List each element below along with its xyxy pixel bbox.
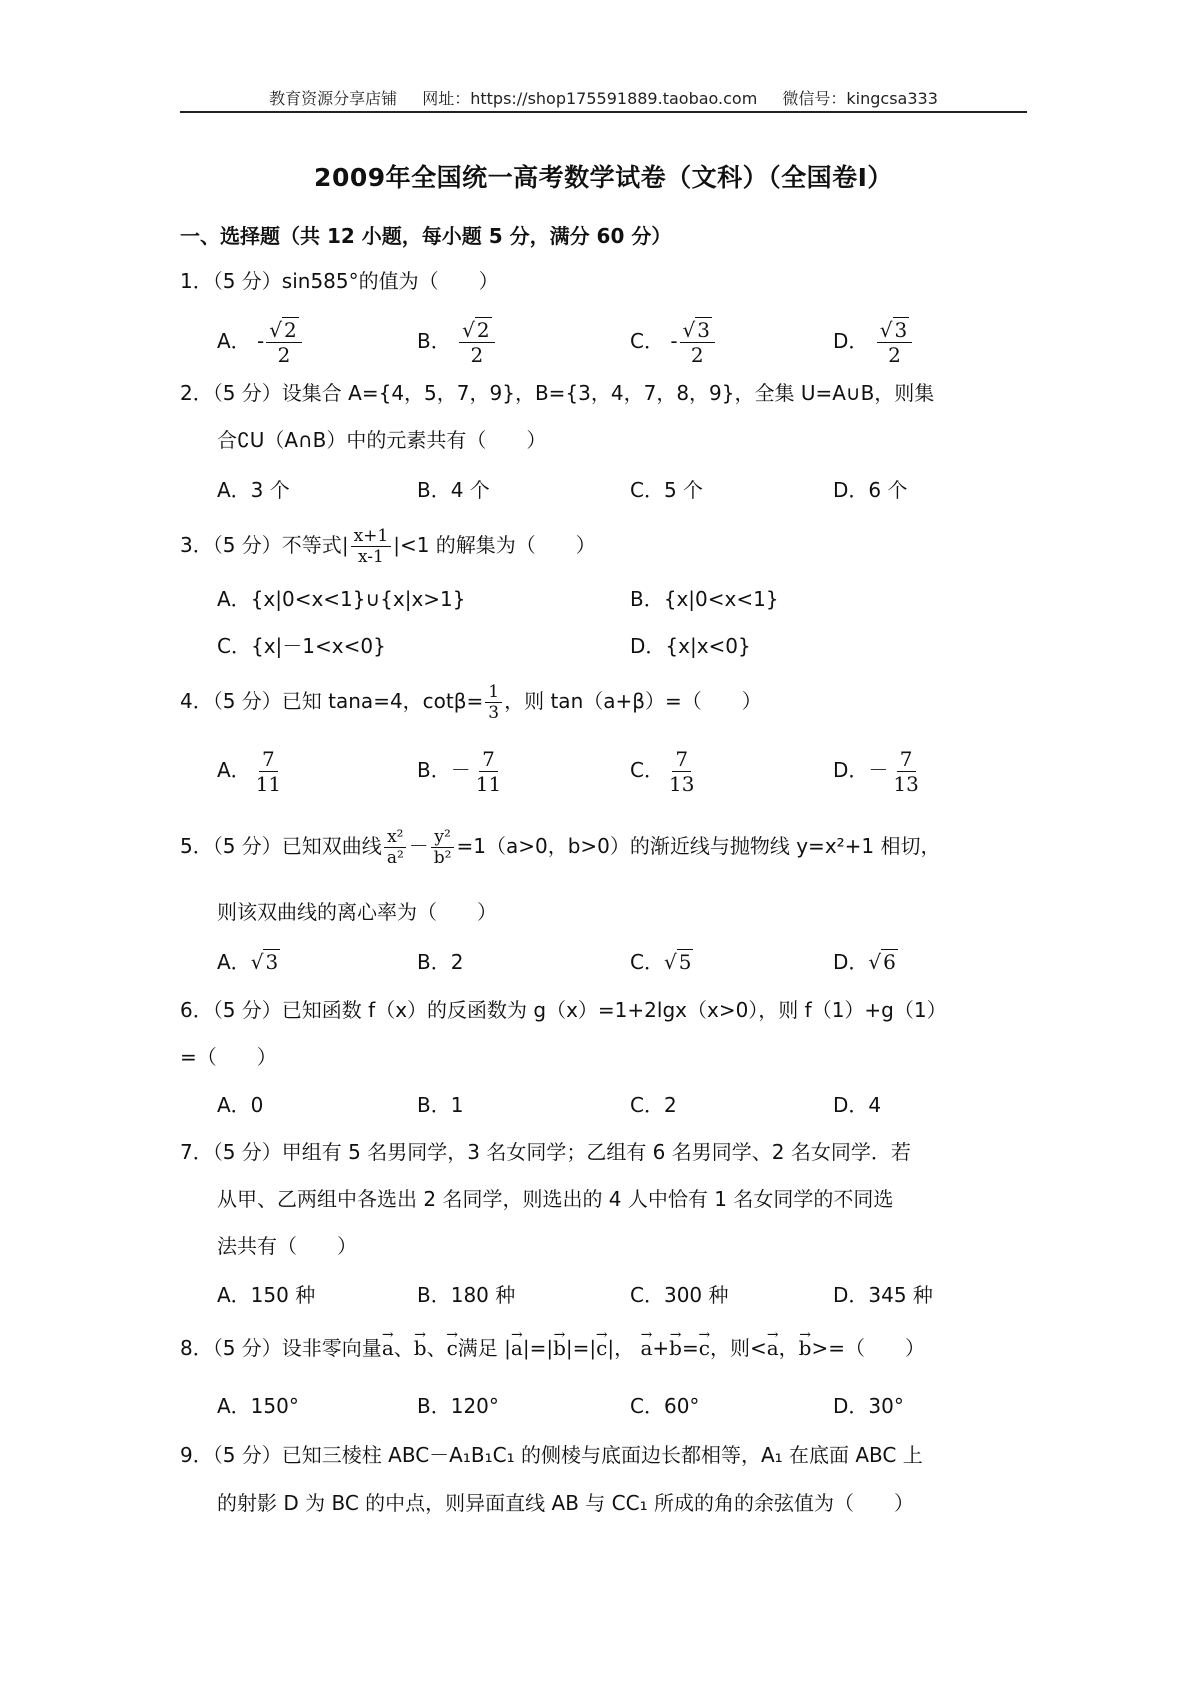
q1-option-a: A． - $\frac{√ 2}{2}$ bbox=[217, 318, 304, 367]
question-7-stem-line1: 7．（5 分）甲组有 5 名男同学，3 名女同学；乙组有 6 名男同学、2 名女同学．若 bbox=[180, 1140, 911, 1164]
q3-option-d: D．{x|x<0} bbox=[630, 634, 751, 658]
q7-option-d: D．345 种 bbox=[833, 1283, 933, 1307]
q3-option-a: A．{x|0<x<1}∪{x|x>1} bbox=[217, 587, 466, 611]
question-2-stem-line1: 2．（5 分）设集合 A={4，5，7，9}，B={3，4，7，8，9}，全集 U=A∪B，则集 bbox=[180, 381, 935, 405]
q2-option-b: B．4 个 bbox=[417, 478, 490, 502]
q4-option-c: C． $\frac{7}{13}$ bbox=[630, 747, 695, 796]
question-5-stem-line2: 则该双曲线的离心率为（ ） bbox=[217, 900, 497, 924]
q4-option-d: D．－ $\frac{7}{13}$ bbox=[833, 747, 919, 796]
question-7-stem-line3: 法共有（ ） bbox=[217, 1234, 357, 1258]
question-6-stem-line2: =（ ） bbox=[180, 1045, 277, 1069]
q7-option-c: C．300 种 bbox=[630, 1283, 729, 1307]
question-8-stem: 8．（5 分）设非零向量→ a、→ b、→ c满足 |→ a|=|→ b|=|→ c|， → a+→ b=→ c，则<→ a，→ b>=（ ） bbox=[180, 1335, 925, 1361]
q6-option-b: B．1 bbox=[417, 1093, 464, 1117]
section-heading: 一、选择题（共 12 小题，每小题 5 分，满分 60 分） bbox=[180, 224, 672, 248]
q2-option-a: A．3 个 bbox=[217, 478, 290, 502]
question-2-stem-line2: 合∁U（A∩B）中的元素共有（ ） bbox=[217, 428, 547, 452]
exam-title: 2009年全国统一高考数学试卷（文科）（全国卷Ⅰ） bbox=[314, 163, 893, 192]
q1-option-b: B． $\frac{√ 2}{2}$ bbox=[417, 318, 497, 367]
q8-option-b: B．120° bbox=[417, 1394, 499, 1418]
q7-option-b: B．180 种 bbox=[417, 1283, 516, 1307]
question-9-stem-line1: 9．（5 分）已知三棱柱 ABC－A₁B₁C₁ 的侧棱与底面边长都相等，A₁ 在底面 ABC 上 bbox=[180, 1443, 923, 1467]
q6-option-c: C．2 bbox=[630, 1093, 677, 1117]
q2-option-c: C．5 个 bbox=[630, 478, 704, 502]
question-6-stem-line1: 6．（5 分）已知函数 f（x）的反函数为 g（x）=1+2lgx（x>0），则 f（1）+g（1） bbox=[180, 998, 947, 1022]
question-4-stem: 4．（5 分）已知 tana=4，cotβ= $\frac{1}{3}$ ，则 tan（a+β）=（ ） bbox=[180, 682, 762, 723]
q7-option-a: A．150 种 bbox=[217, 1283, 316, 1307]
question-9-stem-line2: 的射影 D 为 BC 的中点，则异面直线 AB 与 CC₁ 所成的角的余弦值为（ ） bbox=[217, 1491, 914, 1515]
q8-option-a: A．150° bbox=[217, 1394, 299, 1418]
q5-option-d: D．√ 6 bbox=[833, 950, 896, 974]
page-header bbox=[180, 86, 1027, 109]
q8-option-c: C．60° bbox=[630, 1394, 700, 1418]
q3-option-c: C．{x|－1<x<0} bbox=[217, 634, 386, 658]
q8-option-d: D．30° bbox=[833, 1394, 904, 1418]
shop-name: 教育资源分享店铺 bbox=[269, 89, 398, 108]
q3-option-b: B．{x|0<x<1} bbox=[630, 587, 779, 611]
q5-option-c: C．√ 5 bbox=[630, 950, 692, 974]
question-1-stem: 1．（5 分）sin585°的值为（ ） bbox=[180, 269, 499, 293]
question-5-stem-line1: 5．（5 分）已知双曲线 $\frac{\text{x²}}{\text{a²}}$ － $\frac{\text{y²}}{\text{b²}}$ =1（a>0，b>0）的渐近线与抛物线 y=x²+1 相切， bbox=[180, 827, 941, 868]
q1-option-d: D． $\frac{√ 3}{2}$ bbox=[833, 318, 914, 367]
q6-option-a: A．0 bbox=[217, 1093, 264, 1117]
q2-option-d: D．6 个 bbox=[833, 478, 908, 502]
q6-option-d: D．4 bbox=[833, 1093, 882, 1117]
q4-option-a: A． $\frac{7}{11}$ bbox=[217, 747, 282, 796]
question-3-stem: 3．（5 分）不等式| $\frac{x+1}{x-1}$ |<1 的解集为（ ） bbox=[180, 526, 596, 567]
question-7-stem-line2: 从甲、乙两组中各选出 2 名同学，则选出的 4 人中恰有 1 名女同学的不同选 bbox=[217, 1187, 894, 1211]
q1-option-c: C． - $\frac{√ 3}{2}$ bbox=[630, 318, 717, 367]
shop-url[interactable]: 网址：https://shop175591889.taobao.com bbox=[422, 89, 758, 108]
q5-option-a: A．√ 3 bbox=[217, 950, 279, 974]
wechat-id: 微信号：kingcsa333 bbox=[782, 89, 938, 108]
q5-option-b: B．2 bbox=[417, 950, 464, 974]
q4-option-b: B．－ $\frac{7}{11}$ bbox=[417, 747, 502, 796]
header-divider bbox=[180, 111, 1027, 113]
